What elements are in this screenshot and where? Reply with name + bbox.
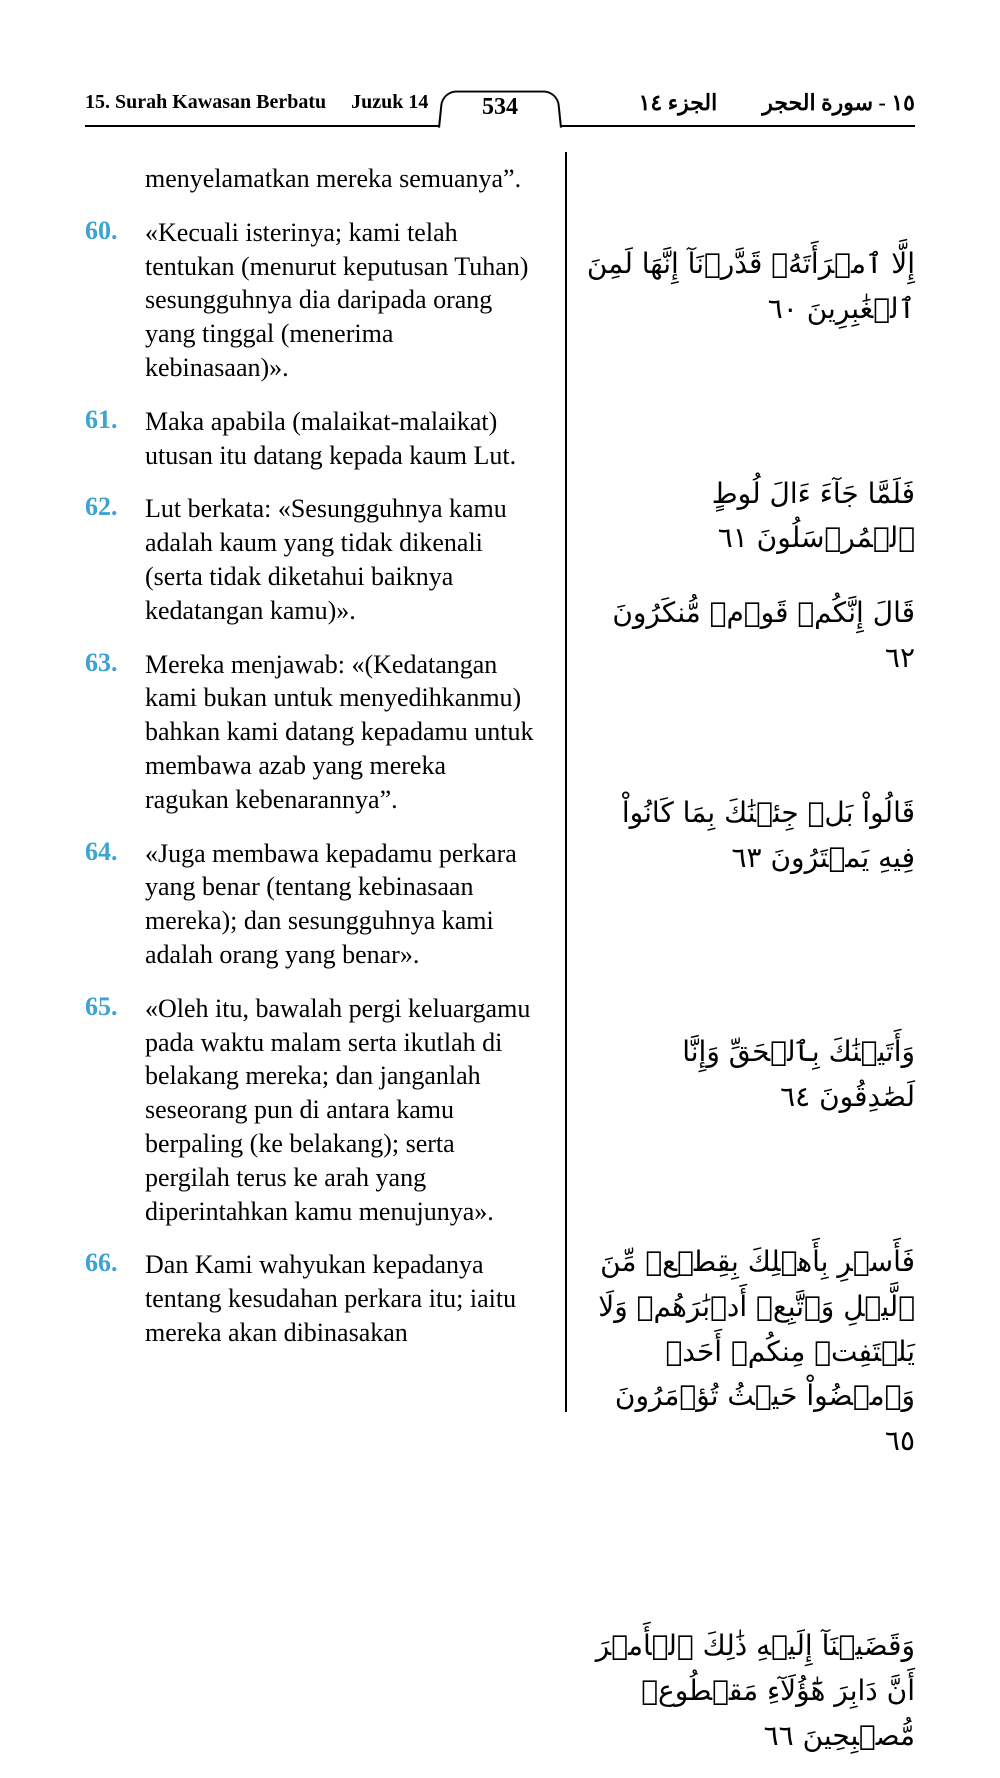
arabic-column [556, 162, 915, 1778]
verse-number: 64. [85, 836, 118, 866]
verse-number: 61. [85, 404, 118, 434]
juz-arabic: الجزء ١٤ [638, 89, 718, 115]
verse-text-content: «Juga membawa kepadamu perkara yang benar (tentang kebinasaan mereka); dan sesungguhnya kami adalah orang yang benar». [145, 838, 517, 969]
verse-translation-row [85, 405, 536, 473]
page-header [85, 85, 915, 127]
page-number-container [450, 87, 550, 127]
surah-name-arabic: ١٥ - سورة الحجر [762, 89, 915, 115]
intro-fragment: menyelamatkan mereka semuanya”. [145, 164, 522, 193]
verse-translation-row [85, 216, 536, 385]
verse-text-content: «Oleh itu, bawalah pergi keluargamu pada waktu malam serta ikutlah di belakang mereka; dan janganlah seseorang pun di antara kamu berpaling (ke belakang); serta pergilah terus ke arah yang diperintahkan kamu menujunya». [145, 993, 531, 1226]
surah-name-english: 15. Surah Kawasan Berbatu [85, 91, 327, 113]
verse-translation-row [85, 837, 536, 972]
verse-translation-row [85, 648, 536, 817]
verse-arabic-row: وَقَضَيۡنَآ إِلَيۡهِ ذَٰلِكَ ٱلۡأَمۡرَ أَنَّ دَابِرَ هَٰٓؤُلَآءِ مَقۡطُوعٞ مُّصۡبِحِينَ ٦٦ [595, 1628, 915, 1752]
verse-number: 63. [85, 647, 118, 677]
page-number: 534 [482, 93, 518, 120]
verse-arabic-row: وَأَتَيۡنَٰكَ بِٱلۡحَقِّ وَإِنَّا لَصَٰدِقُونَ ٦٤ [682, 1035, 915, 1114]
verse-arabic-row: قَالَ إِنَّكُمۡ قَوۡمٞ مُّنكَرُونَ ٦٢ [612, 596, 915, 674]
juz-english: Juzuk 14 [351, 91, 429, 113]
verse-text-content: Lut berkata: «Sesungguhnya kamu adalah kaum yang tidak dikenali (serta tidak diketahui baiknya kedatangan kamu)». [145, 494, 507, 625]
verse-text-content: Mereka menjawab: «(Kedatangan kami bukan untuk menyedihkanmu) bahkan kami datang kepadamu untuk membawa azab yang mereka ragukan kebenarannya”. [145, 649, 534, 814]
translation-column [85, 162, 556, 1778]
verse-number: 62. [85, 492, 118, 522]
verse-text-content: «Kecuali isterinya; kami telah tentukan (menurut keputusan Tuhan) sesungguhnya dia daripada orang yang tinggal (menerima kebinasaan)». [145, 217, 529, 382]
verse-text-content: Dan Kami wahyukan kepadanya tentang kesudahan perkara itu; iaitu mereka akan dibinasakan [145, 1250, 517, 1347]
verse-arabic-row: فَلَمَّا جَآءَ ءَالَ لُوطٍ ٱلۡمُرۡسَلُونَ ٦١ [711, 476, 915, 555]
verse-text-content: Maka apabila (malaikat-malaikat) utusan itu datang kepada kaum Lut. [145, 406, 517, 470]
verse-arabic-row: إِلَّا ٱمۡرَأَتَهُۥ قَدَّرۡنَآ إِنَّهَا لَمِنَ ٱلۡغَٰبِرِينَ ٦٠ [586, 247, 915, 325]
verse-number: 65. [85, 991, 118, 1021]
verse-translation-row [85, 1248, 536, 1349]
verse-number: 60. [85, 215, 118, 245]
column-divider [565, 152, 567, 1412]
verse-translation-row [85, 492, 536, 627]
verse-arabic-row: فَأَسۡرِ بِأَهۡلِكَ بِقِطۡعٖ مِّنَ ٱلَّيۡلِ وَٱتَّبِعۡ أَدۡبَٰرَهُمۡ وَلَا يَلۡتَفِتۡ مِنكُمۡ أَحَدٞ وَٱمۡضُواْ حَيۡثُ تُؤۡمَرُونَ ٦٥ [598, 1244, 915, 1458]
verse-arabic-row: قَالُواْ بَلۡ جِئۡنَٰكَ بِمَا كَانُواْ فِيهِ يَمۡتَرُونَ ٦٣ [621, 795, 915, 874]
verse-number: 66. [85, 1248, 118, 1278]
verse-translation-row [85, 992, 536, 1229]
